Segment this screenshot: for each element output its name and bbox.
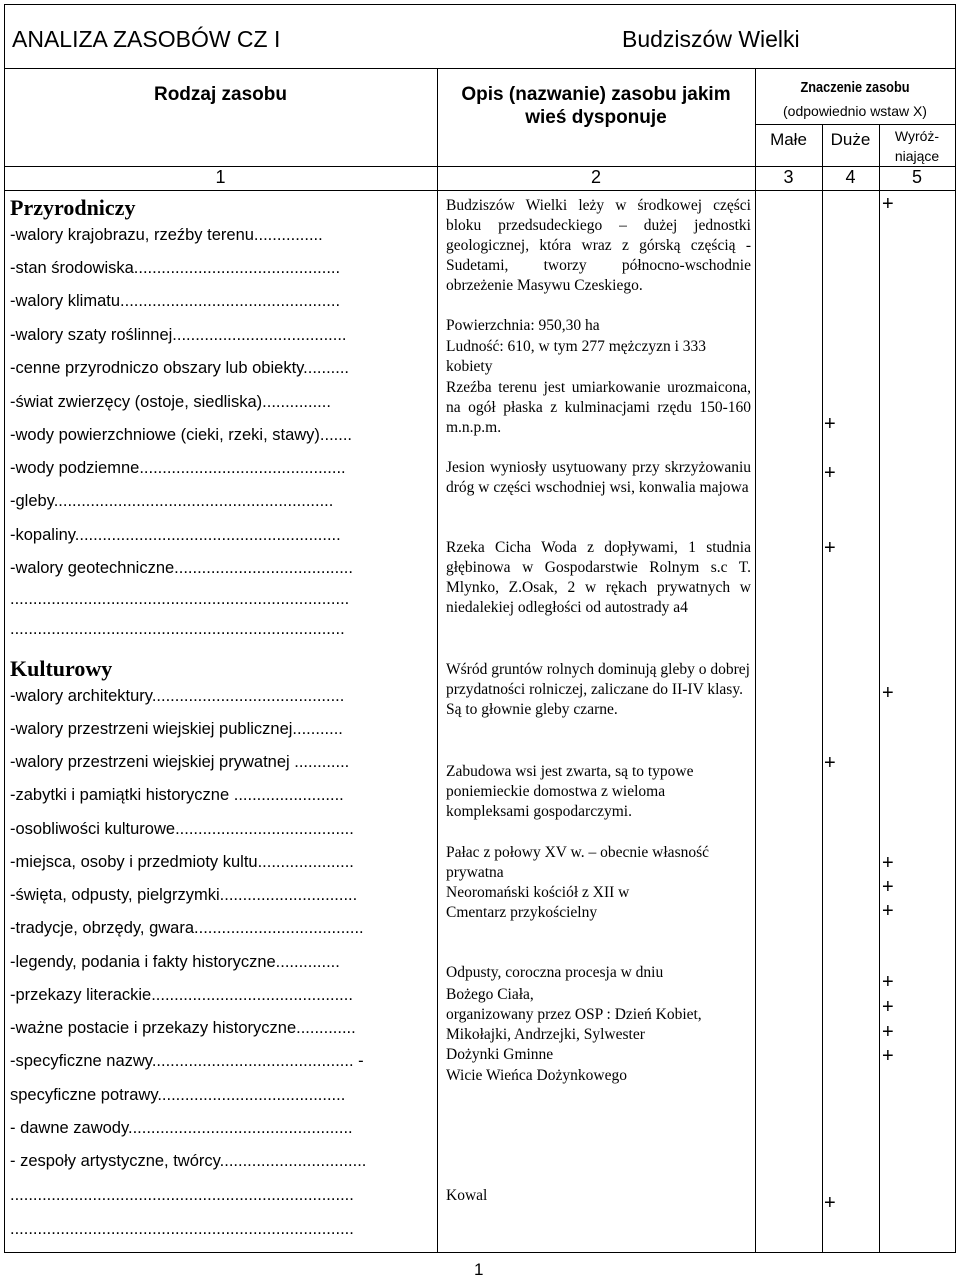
natural-item-13: .........................................................................: [10, 620, 345, 638]
natural-item-4: -walory szaty roślinnej......................................: [10, 326, 347, 344]
col-divider-3: [822, 124, 823, 1253]
col-header-desc-line2: wieś dysponuje: [525, 107, 667, 128]
mark-distinctive-feast-4: +: [882, 1045, 894, 1067]
mark-distinctive-palace: +: [882, 852, 894, 874]
desc-monuments-2: prywatna: [446, 864, 504, 881]
desc-waters: Rzeka Cicha Woda z dopływami, 1 studnia głębinowa w Gospodarstwie Rolnym s.c T. Mlynko, Z.Osak, 2 w rękach prywatnych w niedalekiej odległości od autostrady a4: [446, 539, 751, 616]
desc-relief: Rzeźba terenu jest umiarkowanie urozmaicona, na ogół płaska z kulminacjami rzędu 150-160 m.n.p.m.: [446, 379, 751, 436]
desc-architecture-1: Zabudowa wsi jest zwarta, są to typowe: [446, 763, 694, 780]
table-border-left: [4, 4, 5, 1253]
cultural-item-4: -zabytki i pamiątki historyczne ........................: [10, 786, 344, 804]
category-natural: Przyrodniczy: [10, 195, 136, 220]
mark-distinctive-feast-1: +: [882, 971, 894, 993]
col-divider-2: [755, 68, 756, 1253]
natural-item-12: ..........................................................................: [10, 590, 350, 608]
cultural-item-9: -legendy, podania i fakty historyczne..............: [10, 953, 340, 971]
mark-distinctive-church: +: [882, 876, 894, 898]
desc-geology: Budziszów Wielki leży w środkowej części bloku przedsudeckiego – dużej jednostki geologicznej, która wraz z górską częścią - Sudetami, tworzy północno-wschodnie obrzeżenie Masywu Czeskiego.: [446, 197, 751, 294]
document-title: ANALIZA ZASOBÓW CZ I: [12, 26, 281, 52]
natural-item-5: -cenne przyrodniczo obszary lub obiekty..........: [10, 359, 350, 377]
cultural-item-12: -specyficzne nazwy............................................ -: [10, 1052, 364, 1070]
col-header-small: Małe: [770, 130, 807, 149]
col-header-significance-hint: [755, 103, 955, 119]
natural-item-8: -wody podziemne.............................................: [10, 459, 346, 477]
col-divider-4: [879, 124, 880, 1253]
cultural-item-8: -tradycje, obrzędy, gwara.....................................: [10, 919, 364, 937]
village-name: Budziszów Wielki: [622, 26, 800, 52]
category-cultural: Kulturowy: [10, 656, 113, 681]
col-number-4: 4: [845, 167, 856, 187]
col-header-distinctive-line1: Wyróż-: [894, 128, 940, 144]
desc-traditions-5: Dożynki Gminne: [446, 1046, 554, 1063]
cultural-item-10: -przekazy literackie............................................: [10, 986, 353, 1004]
hint-text: (odpowiednio wstaw X): [783, 103, 927, 119]
cultural-item-17: ...........................................................................: [10, 1220, 354, 1238]
mark-distinctive-feast-3: +: [882, 1021, 894, 1043]
col-header-significance: Znaczenie zasobu: [800, 79, 910, 96]
mark-distinctive-soils: +: [882, 682, 894, 704]
cultural-item-14: - dawne zawody.................................................: [10, 1119, 353, 1137]
desc-soils: Wśród gruntów rolnych dominują gleby o dobrej przydatności rolniczej, zaliczane do II-IV klasy. Są to głownie gleby czarne.: [446, 661, 750, 718]
desc-area: Powierzchnia: 950,30 ha: [446, 317, 600, 334]
mark-distinctive-natural: +: [882, 193, 894, 215]
col-number-5: 5: [911, 167, 922, 187]
table-border-right: [955, 4, 956, 1253]
natural-item-2: -stan środowiska.............................................: [10, 259, 341, 277]
desc-traditions-4: Mikołajki, Andrzejki, Sylwester: [446, 1026, 645, 1043]
natural-item-9: -gleby.............................................................: [10, 492, 334, 510]
col-number-2: 2: [590, 167, 601, 187]
mark-distinctive-feast-2: +: [882, 996, 894, 1018]
natural-item-1: -walory krajobrazu, rzeźby terenu...............: [10, 226, 323, 244]
desc-monuments-3: Neoromański kościół z XII w: [446, 884, 630, 901]
desc-traditions-3: organizowany przez OSP : Dzień Kobiet,: [446, 1006, 702, 1023]
cultural-item-7: -święta, odpusty, pielgrzymki..............................: [10, 886, 358, 904]
desc-monuments-4: Cmentarz przykościelny: [446, 904, 598, 921]
natural-item-11: -walory geotechniczne.......................................: [10, 559, 353, 577]
cultural-item-15: - zespoły artystyczne, twórcy................................: [10, 1152, 367, 1170]
cultural-item-5: -osobliwości kulturowe.......................................: [10, 820, 354, 838]
col-header-distinctive-line2: niające: [894, 148, 940, 164]
cultural-item-1: -walory architektury..........................................: [10, 687, 345, 705]
desc-monuments-1: Pałac z połowy XV w. – obecnie własność: [446, 844, 710, 861]
page-number: 1: [474, 1260, 484, 1279]
mark-big-architecture: +: [824, 752, 836, 774]
natural-item-6: -świat zwierzęcy (ostoje, siedliska)...............: [10, 393, 331, 411]
natural-item-7: -wody powierzchniowe (cieki, rzeki, stawy).......: [10, 426, 353, 444]
cultural-item-11: -ważne postacie i przekazy historyczne.............: [10, 1019, 356, 1037]
table-border-top: [4, 4, 956, 5]
desc-occupations: Kowal: [446, 1187, 488, 1204]
number-row-divider: [4, 190, 956, 191]
mark-distinctive-cemetery: +: [882, 900, 894, 922]
subheader-divider: [755, 124, 955, 125]
col-header-desc-line1: Opis (nazwanie) zasobu jakim: [461, 84, 731, 105]
col-header-big: Duże: [830, 130, 871, 149]
desc-flora: Jesion wyniosły usytuowany przy skrzyżowaniu dróg w części wschodniej wsi, konwalia majowa: [446, 459, 751, 496]
desc-architecture-2: poniemieckie domostwa z wieloma: [446, 783, 666, 800]
col-number-1: 1: [215, 167, 226, 187]
mark-big-waters: +: [824, 537, 836, 559]
col-number-3: 3: [783, 167, 794, 187]
desc-traditions-2: Bożego Ciała,: [446, 986, 534, 1003]
cultural-item-2: -walory przestrzeni wiejskiej publicznej...........: [10, 720, 343, 738]
natural-item-10: -kopaliny..........................................................: [10, 526, 341, 544]
mark-big-occupations: +: [824, 1192, 836, 1214]
col-divider-1: [437, 68, 438, 1253]
cultural-item-16: ...........................................................................: [10, 1186, 354, 1204]
cultural-item-13: specyficzne potrawy.........................................: [10, 1086, 346, 1104]
mark-big-flora: +: [824, 462, 836, 484]
col-header-type: Rodzaj zasobu: [153, 84, 287, 105]
desc-population: Ludność: 610, w tym 277 mężczyzn i 333 kobiety: [446, 338, 707, 375]
table-border-bottom: [4, 1252, 956, 1253]
desc-traditions-6: Wicie Wieńca Dożynkowego: [446, 1067, 627, 1084]
natural-item-3: -walory klimatu................................................: [10, 292, 341, 310]
mark-big-relief: +: [824, 413, 836, 435]
cultural-item-3: -walory przestrzeni wiejskiej prywatnej ............: [10, 753, 350, 771]
desc-architecture-3: kompleksami gospodarczymi.: [446, 803, 632, 820]
title-divider: [4, 68, 956, 69]
desc-traditions-1: Odpusty, coroczna procesja w dniu: [446, 964, 664, 981]
cultural-item-6: -miejsca, osoby i przedmioty kultu.....................: [10, 853, 354, 871]
